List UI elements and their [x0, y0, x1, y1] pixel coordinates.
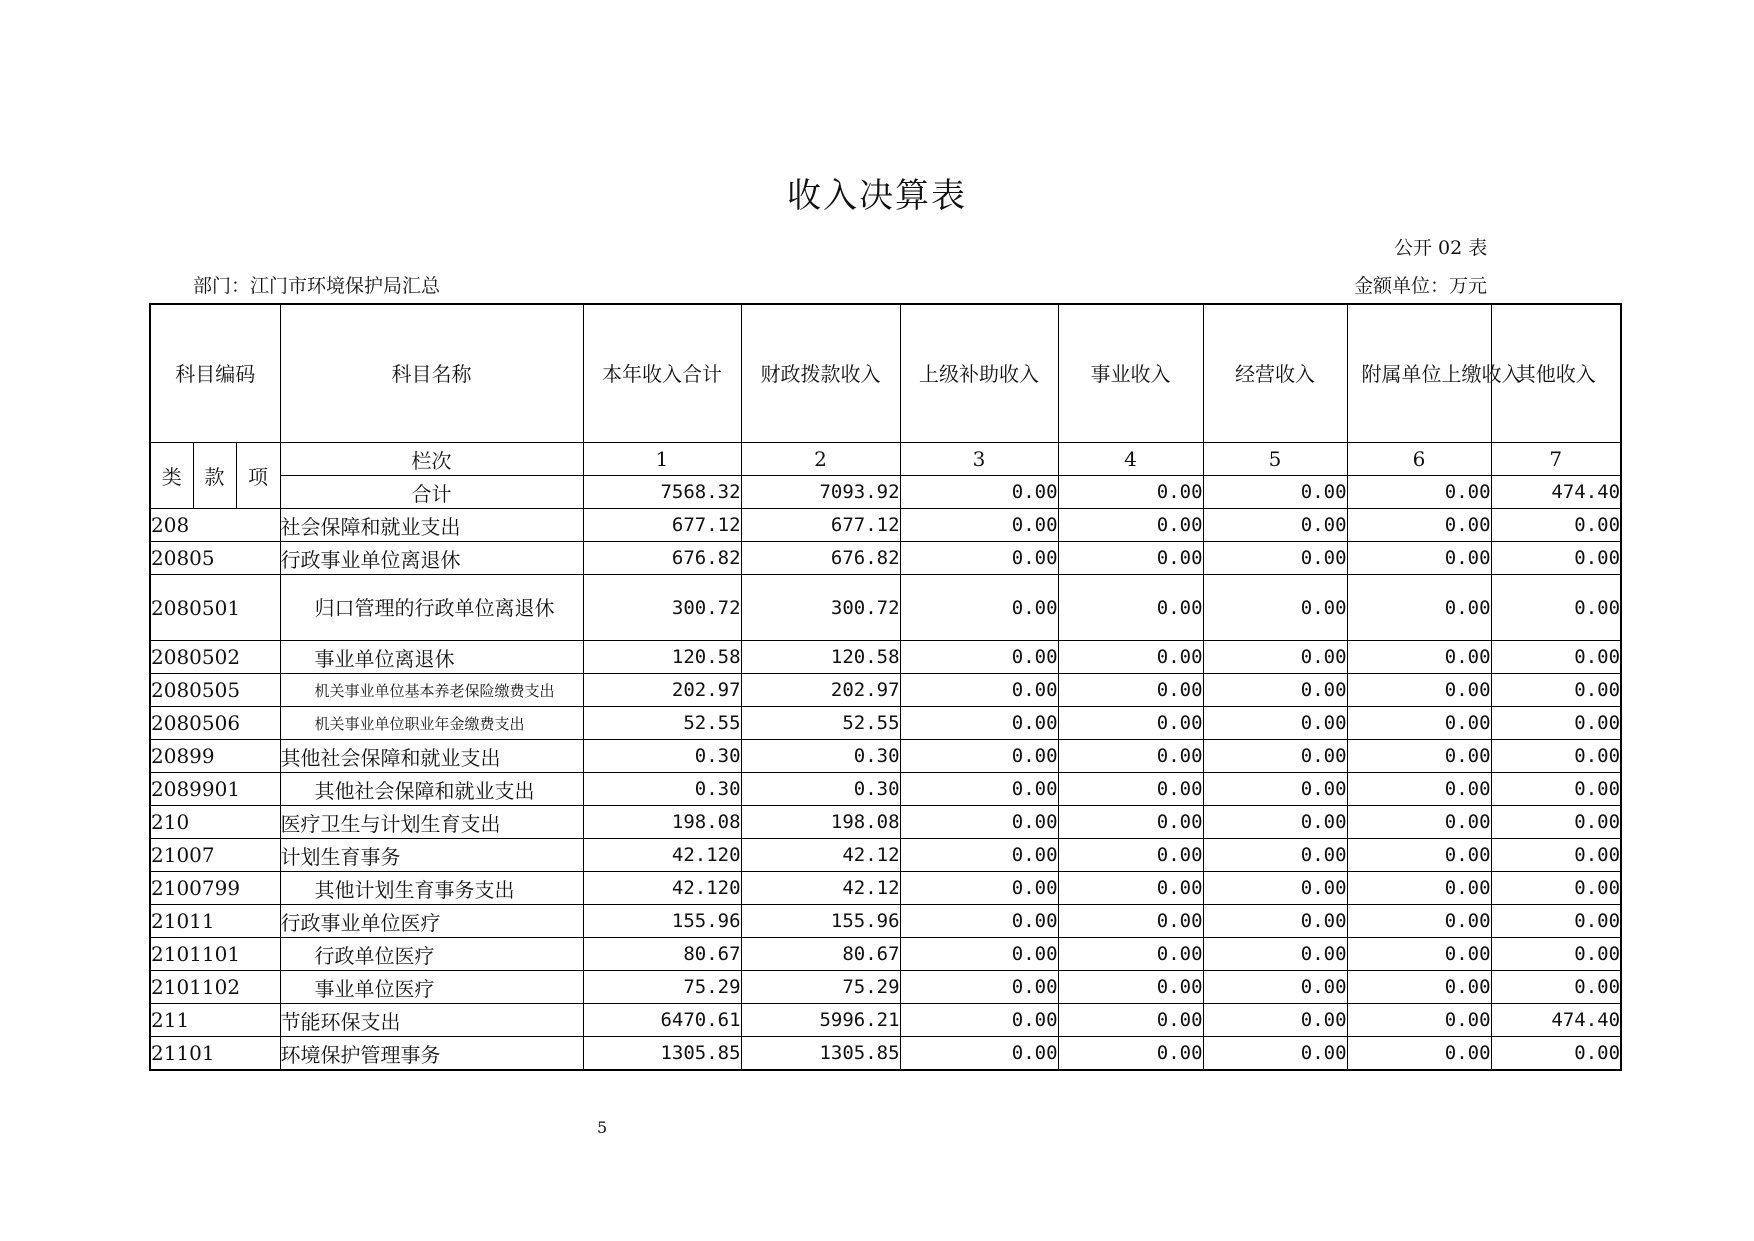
row-value: 676.82	[583, 542, 741, 575]
row-value: 0.00	[1491, 575, 1621, 641]
total-value: 7093.92	[741, 476, 900, 509]
row-name: 行政单位医疗	[280, 938, 583, 971]
row-value: 0.00	[1058, 806, 1203, 839]
row-value: 0.00	[1491, 839, 1621, 872]
row-value: 0.00	[1203, 872, 1347, 905]
row-value: 0.00	[1203, 971, 1347, 1004]
row-value: 5996.21	[741, 1004, 900, 1037]
row-value: 0.00	[1058, 872, 1203, 905]
row-code: 2080502	[150, 641, 280, 674]
row-value: 0.00	[900, 905, 1058, 938]
row-value: 0.00	[1203, 707, 1347, 740]
row-value: 0.00	[900, 806, 1058, 839]
row-value: 0.00	[900, 1037, 1058, 1071]
row-value: 0.00	[1347, 542, 1491, 575]
row-code: 2101101	[150, 938, 280, 971]
row-value: 202.97	[741, 674, 900, 707]
row-value: 75.29	[583, 971, 741, 1004]
row-code: 21101	[150, 1037, 280, 1071]
row-value: 0.00	[1347, 740, 1491, 773]
row-value: 0.00	[1491, 542, 1621, 575]
row-value: 0.00	[1347, 575, 1491, 641]
row-code: 210	[150, 806, 280, 839]
column-number: 3	[900, 443, 1058, 476]
table-row	[150, 773, 1621, 806]
row-value: 0.00	[1058, 971, 1203, 1004]
row-name: 环境保护管理事务	[280, 1037, 583, 1071]
total-label: 合计	[280, 476, 583, 509]
row-value: 0.00	[1491, 641, 1621, 674]
table-row	[150, 707, 1621, 740]
department-label: 部门：江门市环境保护局汇总	[193, 275, 441, 297]
row-code: 211	[150, 1004, 280, 1037]
row-name: 归口管理的行政单位离退休	[280, 575, 583, 641]
income-final-accounts-table	[149, 303, 1622, 1071]
row-value: 0.00	[1058, 740, 1203, 773]
header-business: 事业收入	[1058, 304, 1203, 443]
row-value: 0.00	[900, 674, 1058, 707]
row-value: 0.00	[1347, 509, 1491, 542]
row-value: 0.00	[1347, 707, 1491, 740]
row-code: 21007	[150, 839, 280, 872]
row-code: 2100799	[150, 872, 280, 905]
header-fiscal: 财政拨款收入	[741, 304, 900, 443]
column-number: 7	[1491, 443, 1621, 476]
row-value: 0.00	[1203, 905, 1347, 938]
row-value: 474.40	[1491, 1004, 1621, 1037]
row-value: 0.00	[900, 740, 1058, 773]
row-value: 0.00	[1347, 641, 1491, 674]
row-value: 0.00	[1203, 938, 1347, 971]
sub-header-kuan: 款	[193, 443, 236, 509]
row-value: 0.00	[1491, 674, 1621, 707]
row-value: 0.00	[1203, 806, 1347, 839]
sub-header-xiang: 项	[236, 443, 280, 509]
row-value: 198.08	[583, 806, 741, 839]
row-value: 0.00	[1491, 806, 1621, 839]
row-value: 300.72	[741, 575, 900, 641]
row-value: 0.30	[583, 740, 741, 773]
row-value: 120.58	[583, 641, 741, 674]
header-operating: 经营收入	[1203, 304, 1347, 443]
row-code: 208	[150, 509, 280, 542]
table-row	[150, 575, 1621, 641]
column-number: 4	[1058, 443, 1203, 476]
column-number: 1	[583, 443, 741, 476]
row-value: 0.00	[1491, 938, 1621, 971]
row-value: 120.58	[741, 641, 900, 674]
table-row	[150, 674, 1621, 707]
row-code: 2080505	[150, 674, 280, 707]
row-value: 0.00	[1491, 773, 1621, 806]
row-value: 0.00	[1203, 542, 1347, 575]
row-value: 0.00	[900, 839, 1058, 872]
row-name: 行政事业单位离退休	[280, 542, 583, 575]
row-code: 2080506	[150, 707, 280, 740]
row-value: 0.00	[1347, 1004, 1491, 1037]
row-value: 0.00	[1058, 773, 1203, 806]
row-value: 1305.85	[741, 1037, 900, 1071]
row-value: 0.00	[1491, 509, 1621, 542]
row-value: 0.00	[1203, 1037, 1347, 1071]
form-number: 公开 02 表	[1394, 237, 1488, 259]
row-value: 0.00	[1058, 938, 1203, 971]
row-value: 0.00	[1058, 1004, 1203, 1037]
row-value: 0.00	[900, 575, 1058, 641]
row-name: 计划生育事务	[280, 839, 583, 872]
row-value: 52.55	[741, 707, 900, 740]
total-value: 0.00	[1058, 476, 1203, 509]
row-value: 0.30	[583, 773, 741, 806]
column-number: 6	[1347, 443, 1491, 476]
header-name: 科目名称	[280, 304, 583, 443]
row-value: 0.00	[1347, 1037, 1491, 1071]
row-value: 0.00	[1203, 839, 1347, 872]
row-value: 0.00	[900, 542, 1058, 575]
row-value: 0.00	[1058, 905, 1203, 938]
row-value: 0.00	[1058, 575, 1203, 641]
row-value: 0.00	[1491, 740, 1621, 773]
table-row	[150, 542, 1621, 575]
row-name: 节能环保支出	[280, 1004, 583, 1037]
row-value: 0.00	[1347, 971, 1491, 1004]
row-name: 事业单位医疗	[280, 971, 583, 1004]
row-name: 社会保障和就业支出	[280, 509, 583, 542]
row-name: 事业单位离退休	[280, 641, 583, 674]
total-row	[150, 476, 1621, 509]
header-affiliated: 附属单位上缴收入	[1347, 304, 1491, 443]
row-value: 80.67	[583, 938, 741, 971]
row-value: 0.00	[1347, 773, 1491, 806]
row-value: 1305.85	[583, 1037, 741, 1071]
row-code: 20805	[150, 542, 280, 575]
row-value: 0.00	[1347, 905, 1491, 938]
row-value: 0.00	[900, 773, 1058, 806]
row-value: 0.00	[1491, 872, 1621, 905]
page-number: 5	[597, 1118, 608, 1137]
row-name: 行政事业单位医疗	[280, 905, 583, 938]
row-value: 0.00	[1058, 674, 1203, 707]
row-value: 0.30	[741, 773, 900, 806]
row-value: 0.00	[900, 1004, 1058, 1037]
table-row	[150, 740, 1621, 773]
row-value: 42.120	[583, 872, 741, 905]
row-value: 0.00	[1058, 839, 1203, 872]
row-value: 0.00	[900, 872, 1058, 905]
row-value: 42.120	[583, 839, 741, 872]
row-value: 0.00	[1347, 938, 1491, 971]
table-row	[150, 971, 1621, 1004]
row-name: 其他社会保障和就业支出	[280, 773, 583, 806]
row-value: 0.00	[1058, 509, 1203, 542]
sub-header-lanci: 栏次	[280, 443, 583, 476]
table-row	[150, 509, 1621, 542]
table-row	[150, 938, 1621, 971]
table-row	[150, 1037, 1621, 1071]
header-other: 其他收入	[1491, 304, 1621, 443]
row-value: 677.12	[583, 509, 741, 542]
table-row	[150, 905, 1621, 938]
row-value: 75.29	[741, 971, 900, 1004]
row-name: 其他计划生育事务支出	[280, 872, 583, 905]
row-code: 2089901	[150, 773, 280, 806]
row-value: 155.96	[741, 905, 900, 938]
row-value: 0.00	[1058, 641, 1203, 674]
total-value: 0.00	[1347, 476, 1491, 509]
row-value: 0.00	[1491, 1037, 1621, 1071]
row-code: 21011	[150, 905, 280, 938]
row-code: 2101102	[150, 971, 280, 1004]
row-value: 0.00	[1347, 674, 1491, 707]
row-value: 0.00	[1491, 971, 1621, 1004]
row-value: 0.00	[1347, 872, 1491, 905]
row-name: 机关事业单位基本养老保险缴费支出	[280, 674, 583, 707]
row-value: 198.08	[741, 806, 900, 839]
row-value: 0.00	[900, 509, 1058, 542]
row-value: 0.00	[1491, 707, 1621, 740]
row-value: 0.00	[1203, 575, 1347, 641]
row-value: 0.00	[1203, 1004, 1347, 1037]
row-value: 0.00	[1347, 806, 1491, 839]
header-subsidy: 上级补助收入	[900, 304, 1058, 443]
row-value: 0.00	[1347, 839, 1491, 872]
total-value: 0.00	[900, 476, 1058, 509]
row-name: 其他社会保障和就业支出	[280, 740, 583, 773]
row-value: 0.00	[900, 971, 1058, 1004]
total-value: 7568.32	[583, 476, 741, 509]
row-value: 677.12	[741, 509, 900, 542]
row-value: 80.67	[741, 938, 900, 971]
row-value: 6470.61	[583, 1004, 741, 1037]
row-value: 0.00	[1203, 509, 1347, 542]
row-value: 0.00	[1058, 542, 1203, 575]
row-value: 155.96	[583, 905, 741, 938]
amount-unit-label: 金额单位：万元	[1354, 275, 1488, 297]
row-value: 0.00	[900, 938, 1058, 971]
row-code: 20899	[150, 740, 280, 773]
row-value: 0.00	[1058, 1037, 1203, 1071]
table-row	[150, 872, 1621, 905]
row-name: 机关事业单位职业年金缴费支出	[280, 707, 583, 740]
header-code: 科目编码	[150, 304, 280, 443]
row-value: 676.82	[741, 542, 900, 575]
row-value: 0.00	[1058, 707, 1203, 740]
row-value: 42.12	[741, 839, 900, 872]
table-row	[150, 641, 1621, 674]
row-value: 52.55	[583, 707, 741, 740]
row-value: 0.00	[1491, 905, 1621, 938]
row-name: 医疗卫生与计划生育支出	[280, 806, 583, 839]
row-value: 0.00	[1203, 641, 1347, 674]
total-value: 474.40	[1491, 476, 1621, 509]
sub-header-lei: 类	[150, 443, 193, 509]
row-value: 300.72	[583, 575, 741, 641]
row-value: 0.00	[900, 707, 1058, 740]
row-value: 0.30	[741, 740, 900, 773]
row-value: 42.12	[741, 872, 900, 905]
row-value: 0.00	[900, 641, 1058, 674]
column-number: 5	[1203, 443, 1347, 476]
total-value: 0.00	[1203, 476, 1347, 509]
row-value: 0.00	[1203, 773, 1347, 806]
row-value: 0.00	[1203, 674, 1347, 707]
table-row	[150, 1004, 1621, 1037]
row-code: 2080501	[150, 575, 280, 641]
table-row	[150, 839, 1621, 872]
row-value: 202.97	[583, 674, 741, 707]
table-row	[150, 806, 1621, 839]
row-value: 0.00	[1203, 740, 1347, 773]
column-number: 2	[741, 443, 900, 476]
page-title: 收入决算表	[787, 176, 967, 216]
header-total: 本年收入合计	[583, 304, 741, 443]
